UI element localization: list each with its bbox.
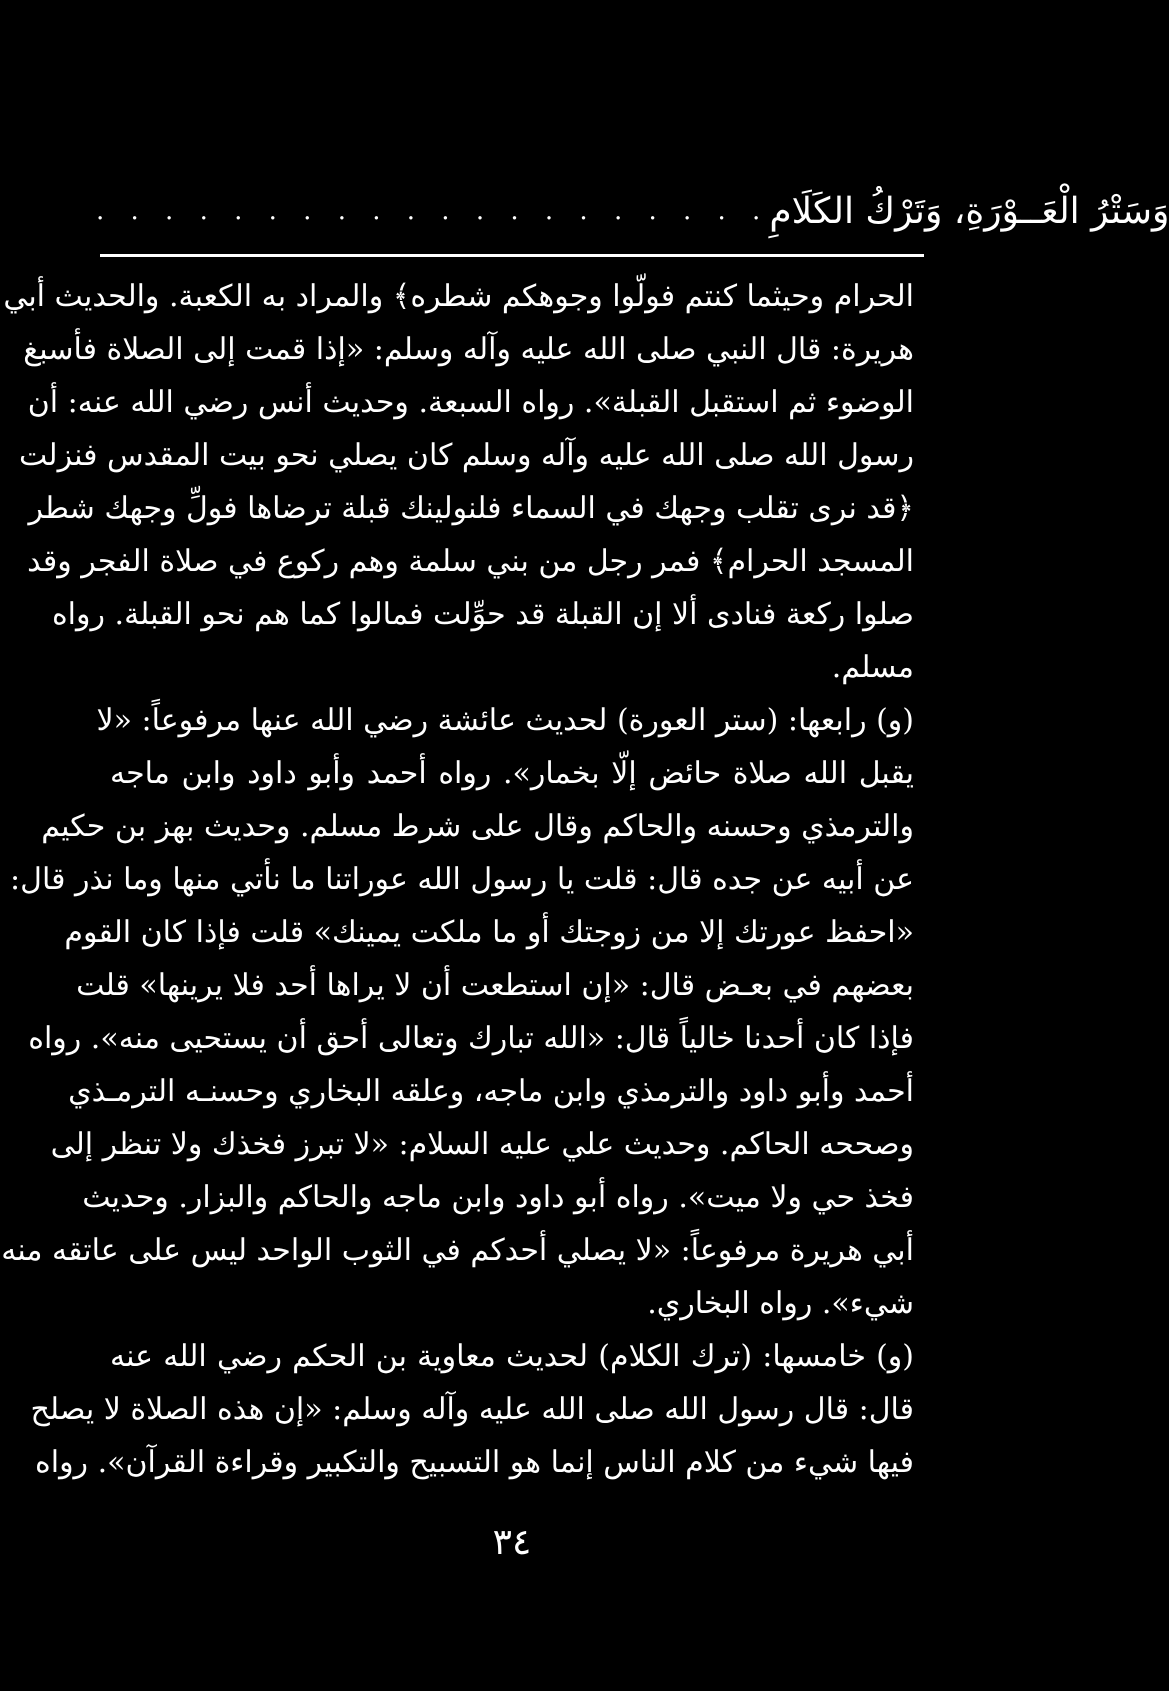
text-line: المسجد الحرام﴾ فمر رجل من بني سلمة وهم ركوع في صلاة الفجر وقد: [27, 544, 914, 579]
text-line: يقبل الله صلاة حائض إلّا بخمار». رواه أحمد وأبو داود وابن ماجه: [110, 756, 914, 791]
text-line: (و) خامسها: (ترك الكلام) لحديث معاوية بن الحكم رضي الله عنه: [110, 1339, 914, 1374]
text-line: قال: قال رسول الله صلى الله عليه وآله وسلم: «إن هذه الصلاة لا يصلح: [30, 1392, 914, 1427]
text-line: فإذا كان أحدنا خالياً قال: «الله تبارك وتعالى أحق أن يستحيى منه». رواه: [28, 1021, 914, 1056]
text-line: بعضهم في بعـض قال: «إن استطعت أن لا يراها أحد فلا يرينها» قلت: [76, 968, 914, 1003]
page-number: ٣٤: [492, 1522, 532, 1563]
text-line: رسول الله صلى الله عليه وآله وسلم كان يصلي نحو بيت المقدس فنزلت: [18, 438, 914, 473]
text-line: هريرة: قال النبي صلى الله عليه وآله وسلم: «إذا قمت إلى الصلاة فأسبغ: [23, 332, 914, 367]
text-line: شيء». رواه البخاري.: [647, 1286, 914, 1321]
text-line: الوضوء ثم استقبل القبلة». رواه السبعة. وحديث أنس رضي الله عنه: أن: [27, 385, 914, 420]
text-line: أحمد وأبو داود والترمذي وابن ماجه، وعلقه البخاري وحسنـه الترمـذي: [68, 1074, 914, 1109]
text-line: مسلم.: [831, 650, 914, 685]
text-line: الحرام وحيثما كنتم فولّوا وجوهكم شطره﴾ والمراد به الكعبة. والحديث أبي: [3, 279, 914, 314]
text-line: أبي هريرة مرفوعاً: «لا يصلي أحدكم في الثوب الواحد ليس على عاتقه منه: [1, 1233, 914, 1268]
text-line: صلوا ركعة فنادى ألا إن القبلة قد حوِّلت فمالوا كما هم نحو القبلة. رواه: [51, 597, 914, 632]
text-line: فيها شيء من كلام الناس إنما هو التسبيح والتكبير وقراءة القرآن». رواه: [35, 1445, 914, 1480]
text-line: (و) رابعها: (ستر العورة) لحديث عائشة رضي الله عنها مرفوعاً: «لا: [96, 703, 914, 738]
header-title: وَسَتْرُ الْعَــوْرَةِ، وَتَرْكُ الكَلَامِ: [769, 190, 1169, 232]
text-line: عن أبيه عن جده قال: قلت يا رسول الله عوراتنا ما نأتي منها وما نذر قال:: [10, 862, 914, 897]
text-line: «احفظ عورتك إلا من زوجتك أو ما ملكت يمينك» قلت فإذا كان القوم: [64, 915, 914, 950]
body-text: [1, 270, 914, 1489]
text-line: وصححه الحاكم. وحديث علي عليه السلام: «لا تبرز فخذك ولا تنظر إلى: [50, 1127, 914, 1162]
running-header: [96, 176, 1169, 246]
header-rule: [100, 254, 924, 257]
text-line: والترمذي وحسنه والحاكم وقال على شرط مسلم. وحديث بهز بن حكيم: [41, 809, 914, 844]
header-leader-dots: . . . . . . . . . . . . . . . . . . . .: [96, 196, 770, 226]
text-line: ﴿قد نرى تقلب وجهك في السماء فلنولينك قبلة ترضاها فولِّ وجهك شطر: [28, 491, 914, 526]
text-line: فخذ حي ولا ميت». رواه أبو داود وابن ماجه والحاكم والبزار. وحديث: [82, 1180, 914, 1215]
